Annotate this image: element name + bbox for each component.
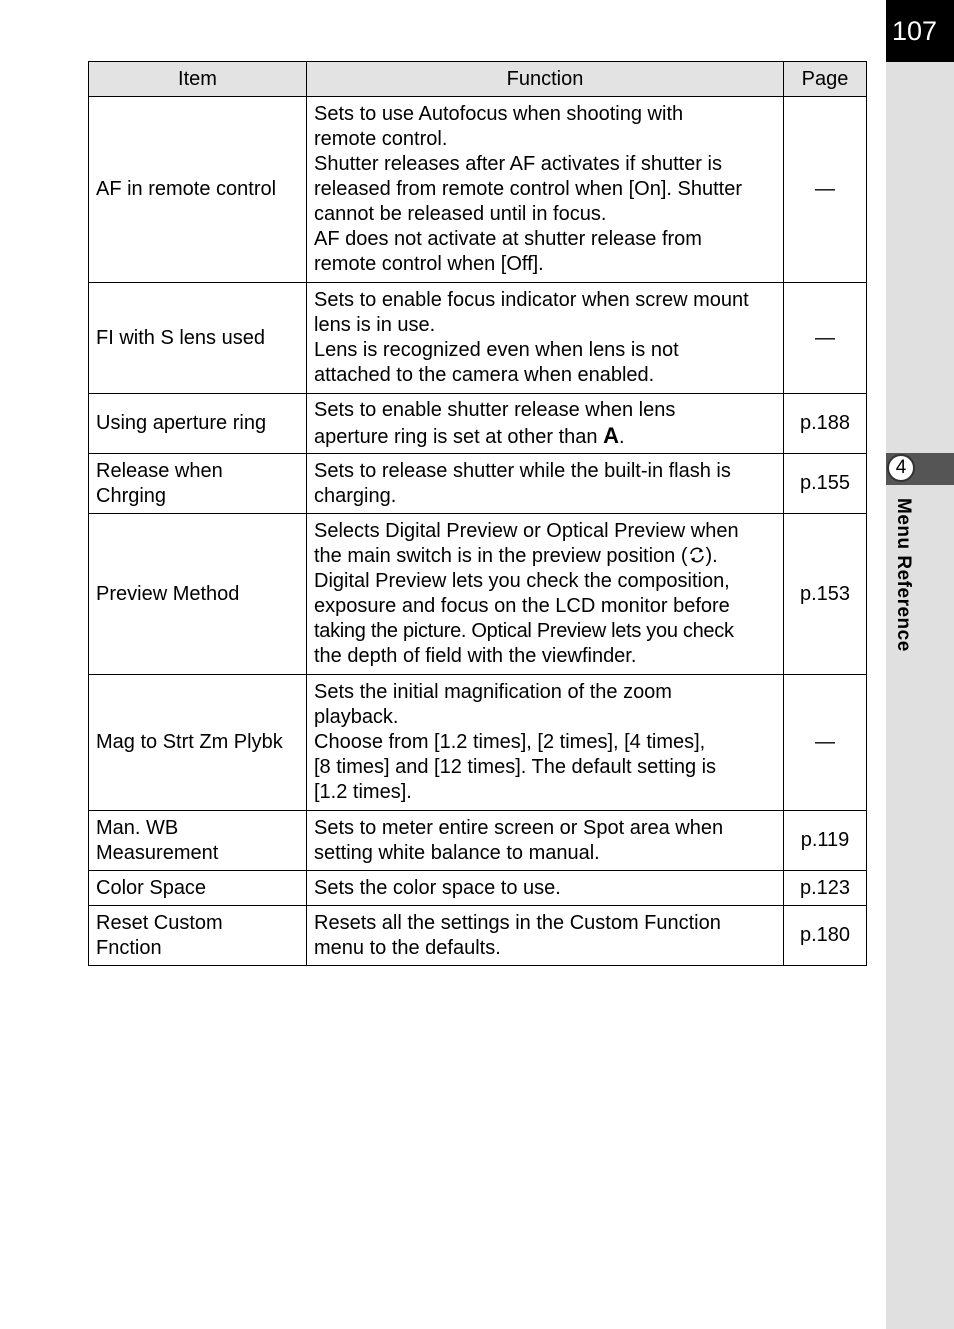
- function-text: Digital Preview lets you check the composition,: [314, 570, 730, 592]
- function-text: lens is in use.: [314, 314, 436, 336]
- function-text: Sets the color space to use.: [314, 876, 561, 899]
- function-text: the depth of field with the viewfinder.: [314, 645, 637, 667]
- page-number: 107: [886, 0, 954, 62]
- function-text-line: [314, 423, 776, 450]
- function-cell: [307, 454, 784, 514]
- table-row: [89, 906, 867, 966]
- function-text: Shutter releases after AF activates if shutter is: [314, 153, 722, 175]
- function-text-line: [314, 544, 776, 569]
- item-cell: [89, 514, 307, 675]
- table-row: [89, 811, 867, 871]
- chapter-title: Menu Reference: [893, 498, 914, 652]
- function-text: Sets to enable focus indicator when screw mount: [314, 289, 749, 311]
- item-cell: [89, 283, 307, 394]
- function-text: Choose from [1.2 times], [2 times], [4 times],: [314, 731, 706, 753]
- function-cell: [307, 906, 784, 966]
- function-text: exposure and focus on the LCD monitor before: [314, 595, 730, 617]
- table-row: [89, 454, 867, 514]
- custom-function-table: [88, 61, 867, 966]
- item-text: FI with S lens used: [96, 326, 265, 349]
- function-cell: [307, 675, 784, 811]
- function-text: Sets to use Autofocus when shooting with: [314, 103, 684, 125]
- page-cell: —: [784, 283, 867, 394]
- function-text-suffix: .: [618, 425, 625, 448]
- item-text: Fnction: [96, 936, 162, 959]
- item-cell: [89, 906, 307, 966]
- item-text: Reset Custom: [96, 911, 223, 934]
- header-item: Item: [89, 62, 307, 97]
- table-row: [89, 871, 867, 906]
- header-function: Function: [307, 62, 784, 97]
- item-text: Using aperture ring: [96, 412, 267, 434]
- item-cell: [89, 97, 307, 283]
- item-text: Preview Method: [96, 582, 240, 605]
- item-text: Measurement: [96, 841, 219, 864]
- table-row: [89, 514, 867, 675]
- function-text: released from remote control when [On]. Shutter: [314, 178, 742, 200]
- function-text: setting white balance to manual.: [314, 841, 600, 864]
- function-text: Lens is recognized even when lens is not: [314, 339, 679, 361]
- function-text: Sets to release shutter while the built-in flash is: [314, 459, 731, 482]
- function-text: playback.: [314, 706, 399, 728]
- function-text: remote control.: [314, 128, 448, 150]
- function-text: charging.: [314, 484, 397, 507]
- function-cell: [307, 97, 784, 283]
- function-cell: [307, 394, 784, 454]
- item-text: Chrging: [96, 484, 167, 507]
- page-cell: p.119: [784, 811, 867, 871]
- item-cell: [89, 811, 307, 871]
- preview-position-icon: [688, 546, 706, 564]
- function-cell: [307, 283, 784, 394]
- item-text: AF in remote control: [96, 178, 277, 200]
- item-text: Color Space: [96, 876, 207, 899]
- function-text: Sets to enable shutter release when lens: [314, 398, 676, 421]
- item-text: Man. WB: [96, 816, 179, 839]
- function-text: taking the picture. Optical Preview lets you check: [314, 620, 734, 642]
- function-text: Selects Digital Preview or Optical Preview when: [314, 520, 739, 542]
- item-cell: [89, 871, 307, 906]
- table-row: [89, 675, 867, 811]
- function-text: [8 times] and [12 times]. The default setting is: [314, 756, 717, 778]
- function-text: [1.2 times].: [314, 781, 412, 803]
- function-text: menu to the defaults.: [314, 936, 501, 959]
- table-row: [89, 394, 867, 454]
- item-cell: [89, 394, 307, 454]
- function-text: the main switch is in the preview position (: [314, 545, 688, 567]
- function-cell: [307, 514, 784, 675]
- function-cell: [307, 811, 784, 871]
- aperture-a-symbol: A: [603, 422, 619, 448]
- function-text: Sets to meter entire screen or Spot area when: [314, 816, 724, 839]
- page-cell: p.180: [784, 906, 867, 966]
- function-cell: [307, 871, 784, 906]
- side-band: [886, 0, 954, 1329]
- page-cell: p.155: [784, 454, 867, 514]
- page-cell: p.153: [784, 514, 867, 675]
- function-text: remote control when [Off].: [314, 253, 544, 275]
- function-text: Resets all the settings in the Custom Function: [314, 911, 721, 934]
- item-cell: [89, 675, 307, 811]
- function-text: aperture ring is set at other than: [314, 425, 604, 448]
- chapter-number: 4: [887, 454, 915, 482]
- page-cell: —: [784, 675, 867, 811]
- item-cell: [89, 454, 307, 514]
- header-page: Page: [784, 62, 867, 97]
- function-text-suffix: ).: [705, 545, 718, 567]
- function-text: attached to the camera when enabled.: [314, 364, 655, 386]
- page-cell: p.188: [784, 394, 867, 454]
- item-text: Mag to Strt Zm Plybk: [96, 731, 283, 753]
- table-row: [89, 283, 867, 394]
- function-text: AF does not activate at shutter release from: [314, 228, 702, 250]
- function-text: cannot be released until in focus.: [314, 203, 607, 225]
- function-text: Sets the initial magnification of the zoom: [314, 681, 672, 703]
- page-cell: p.123: [784, 871, 867, 906]
- item-text: Release when: [96, 459, 223, 482]
- table-header-row: [89, 62, 867, 97]
- page-cell: —: [784, 97, 867, 283]
- table-row: [89, 97, 867, 283]
